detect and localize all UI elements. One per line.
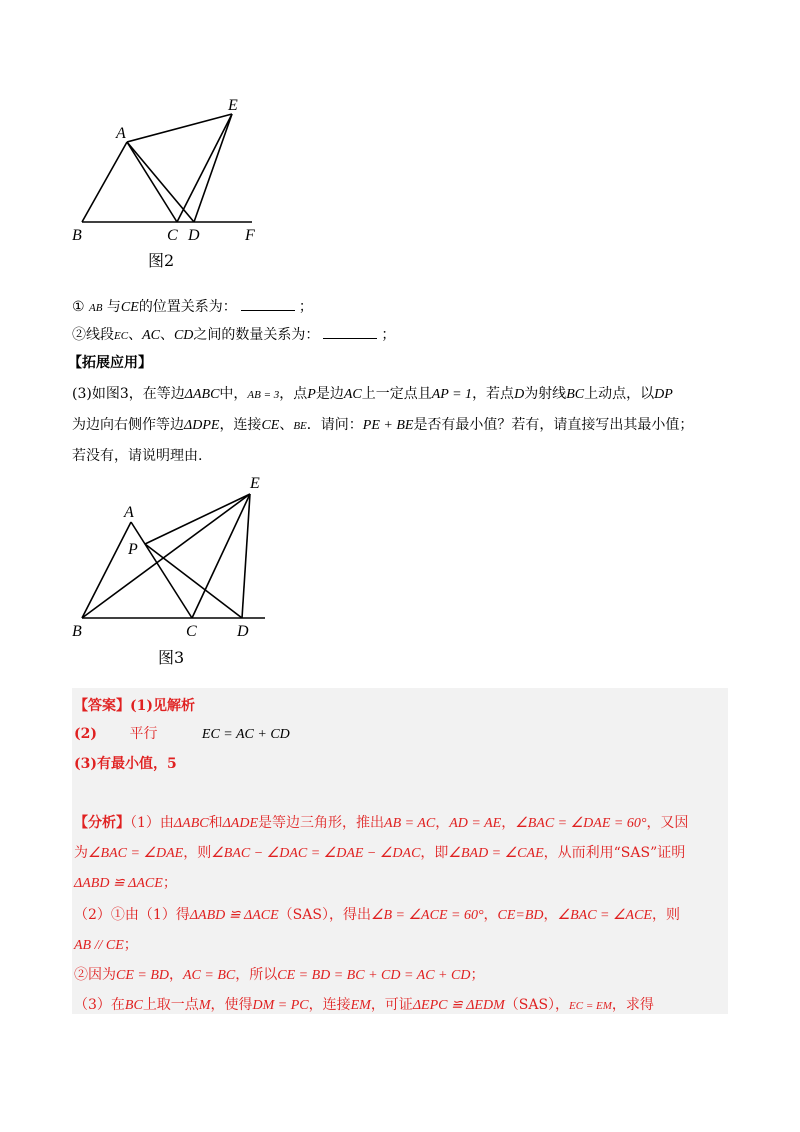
text: 、 [279, 417, 294, 433]
text: ，从而利用“SAS”证明 [543, 845, 686, 861]
math-dp: DP [654, 387, 673, 402]
text: （SAS），得出 [278, 907, 371, 923]
text: ，连接 [219, 417, 262, 433]
math: BC [124, 998, 143, 1013]
math: DM = PC [252, 998, 309, 1013]
math: AB // CE [74, 938, 124, 953]
fig3-label-d: D [237, 623, 249, 640]
answer-blank-2[interactable] [323, 326, 377, 339]
text: ，求得 [611, 997, 654, 1013]
fig3-line-ab [82, 522, 131, 618]
text: ，又因 [646, 815, 689, 831]
section-title: 【拓展应用】 [68, 355, 152, 371]
math-ce: CE [120, 300, 139, 315]
fig2-line-ac [127, 142, 177, 222]
text: ； [123, 937, 138, 953]
analysis-line-6 [74, 966, 484, 985]
math-be: BE [293, 420, 307, 432]
math: ΔABC [173, 816, 209, 831]
text: 上一定点且 [361, 386, 432, 402]
math: AB = AC [384, 816, 436, 831]
text: ，连接 [308, 997, 351, 1013]
fig2-label-d: D [188, 227, 200, 244]
math-p: P [307, 387, 316, 402]
figure-2 [60, 90, 280, 250]
text: (3)如图3，在等边 [72, 386, 185, 402]
text: ，使得 [210, 997, 253, 1013]
math: ∠BAC − ∠DAC = ∠DAE − ∠DAC [211, 846, 421, 861]
answer-line-1 [74, 697, 195, 715]
analysis-line-1 [74, 814, 688, 833]
text: 上取一点 [142, 997, 199, 1013]
text: （SAS）， [504, 997, 570, 1013]
fig2-line-ae [127, 114, 232, 142]
fig2-line-ce [177, 114, 232, 222]
text: ， [483, 907, 498, 923]
fig3-label-c: C [186, 623, 197, 640]
analysis-line-2 [74, 844, 685, 863]
text: ，则 [183, 845, 212, 861]
text: ； [298, 299, 313, 315]
math-bc: BC [566, 387, 585, 402]
text: （1）由 [130, 815, 174, 831]
math: ΔEPC ≌ ΔEDM [412, 998, 505, 1013]
text: 上动点，以 [584, 386, 655, 402]
math-cd: CD [173, 328, 194, 343]
math-pe-be: PE + BE [362, 418, 414, 433]
fig3-line-de [242, 494, 250, 618]
text: （3）在 [74, 997, 125, 1013]
math: ΔABD ≌ ΔACE [189, 908, 279, 923]
math: AC = BC [183, 968, 236, 983]
fig2-line-ab [82, 142, 127, 222]
analysis-line-4 [74, 906, 680, 925]
math-ac: AC [343, 387, 362, 402]
text: ②线段 [72, 327, 114, 343]
text: ； [381, 327, 396, 343]
math: M [198, 998, 211, 1013]
math-ec: EC [114, 330, 129, 342]
math: ∠B = ∠ACE = 60° [370, 908, 484, 923]
fig2-line-de [194, 114, 232, 222]
math-ac: AC [142, 328, 160, 343]
text: ， [543, 907, 558, 923]
math-ce: CE [261, 418, 280, 433]
text: ，即 [420, 845, 449, 861]
text: ．请问： [306, 417, 363, 433]
text: 、 [128, 327, 143, 343]
answer-2-value-2: EC = AC + CD [201, 727, 290, 742]
answer-line-3: (3)有最小值，5 [74, 756, 177, 772]
text: ，所以 [235, 967, 278, 983]
math: ∠BAD = ∠CAE [448, 846, 544, 861]
math-ab-3: AB = 3 [247, 389, 280, 401]
fig2-label-a: A [116, 125, 126, 142]
fig2-label-e: E [228, 97, 238, 114]
text: 之间的数量关系为： [193, 327, 320, 343]
math: ΔADE [222, 816, 259, 831]
text: 是边 [315, 386, 344, 402]
q3-line-2 [72, 416, 693, 435]
text: ， [435, 815, 450, 831]
text: 和 [208, 815, 223, 831]
fig3-label-p: P [128, 541, 138, 558]
text: 、 [159, 327, 174, 343]
analysis-line-7 [74, 996, 654, 1015]
analysis-line-5 [74, 936, 138, 955]
text: ，点 [279, 386, 308, 402]
text: ； [470, 967, 485, 983]
math: EC = EM [569, 1000, 612, 1012]
text: ，可证 [370, 997, 413, 1013]
text: ； [162, 875, 177, 891]
text: 与 [106, 299, 121, 315]
analysis-tag: 【分析】 [74, 815, 130, 831]
text: ，若点 [472, 386, 515, 402]
text: ① [72, 299, 85, 315]
math: EM [350, 998, 371, 1013]
text: ，则 [651, 907, 680, 923]
figure-3-caption: 图3 [158, 648, 185, 667]
fig3-line-pd [145, 544, 242, 618]
math: ∠BAC = ∠DAE [88, 846, 184, 861]
text: ， [169, 967, 183, 983]
math-tri-dpe: ΔDPE [184, 418, 220, 433]
math-tri-abc: ΔABC [184, 387, 220, 402]
fig3-line-pe [145, 494, 250, 544]
analysis-line-3 [74, 874, 177, 893]
math-ap-1: AP = 1 [431, 387, 473, 402]
text: 是等边三角形，推出 [258, 815, 385, 831]
answer-2-num: (2) [74, 726, 97, 742]
math-ab: AB [89, 302, 103, 314]
answer-tag: 【答案】 [74, 698, 130, 714]
math-d: D [514, 387, 525, 402]
text: 为射线 [524, 386, 567, 402]
answer-blank-1[interactable] [241, 298, 295, 311]
math: AD = AE [449, 816, 502, 831]
answer-1: (1)见解析 [130, 698, 195, 714]
text: 的位置关系为： [138, 299, 237, 315]
math: CE=BD [497, 908, 544, 923]
text: （2）①由（1）得 [74, 907, 190, 923]
answer-2-value-1: 平行 [129, 726, 158, 742]
q3-line-1 [72, 385, 673, 404]
text: 为边向右侧作等边 [72, 417, 184, 433]
fig2-label-b: B [72, 227, 82, 244]
fig2-label-c: C [167, 227, 178, 244]
text: ②因为 [74, 967, 116, 983]
answer-line-2 [74, 725, 290, 744]
math: ∠BAC = ∠DAE = 60° [515, 816, 647, 831]
text: 是否有最小值？若有，请直接写出其最小值； [413, 417, 694, 433]
text: 为 [74, 845, 88, 861]
fig3-label-e: E [250, 475, 260, 492]
text: ， [501, 815, 516, 831]
q2-line-2 [72, 326, 395, 345]
fig3-line-be [82, 494, 250, 618]
fig3-line-ce [192, 494, 250, 618]
fig3-label-b: B [72, 623, 82, 640]
math: ΔABD ≌ ΔACE [74, 876, 163, 891]
figure-2-caption: 图2 [148, 251, 175, 270]
fig3-label-a: A [124, 504, 134, 521]
math: ∠BAC = ∠ACE [557, 908, 652, 923]
math: CE = BD [116, 968, 169, 983]
q3-line-3: 若没有，请说明理由. [72, 448, 203, 464]
figure-3 [60, 470, 280, 645]
q2-line-1 [72, 298, 313, 317]
text: 中， [219, 386, 248, 402]
math: CE = BD = BC + CD = AC + CD [277, 968, 471, 983]
fig2-label-f: F [245, 227, 255, 244]
